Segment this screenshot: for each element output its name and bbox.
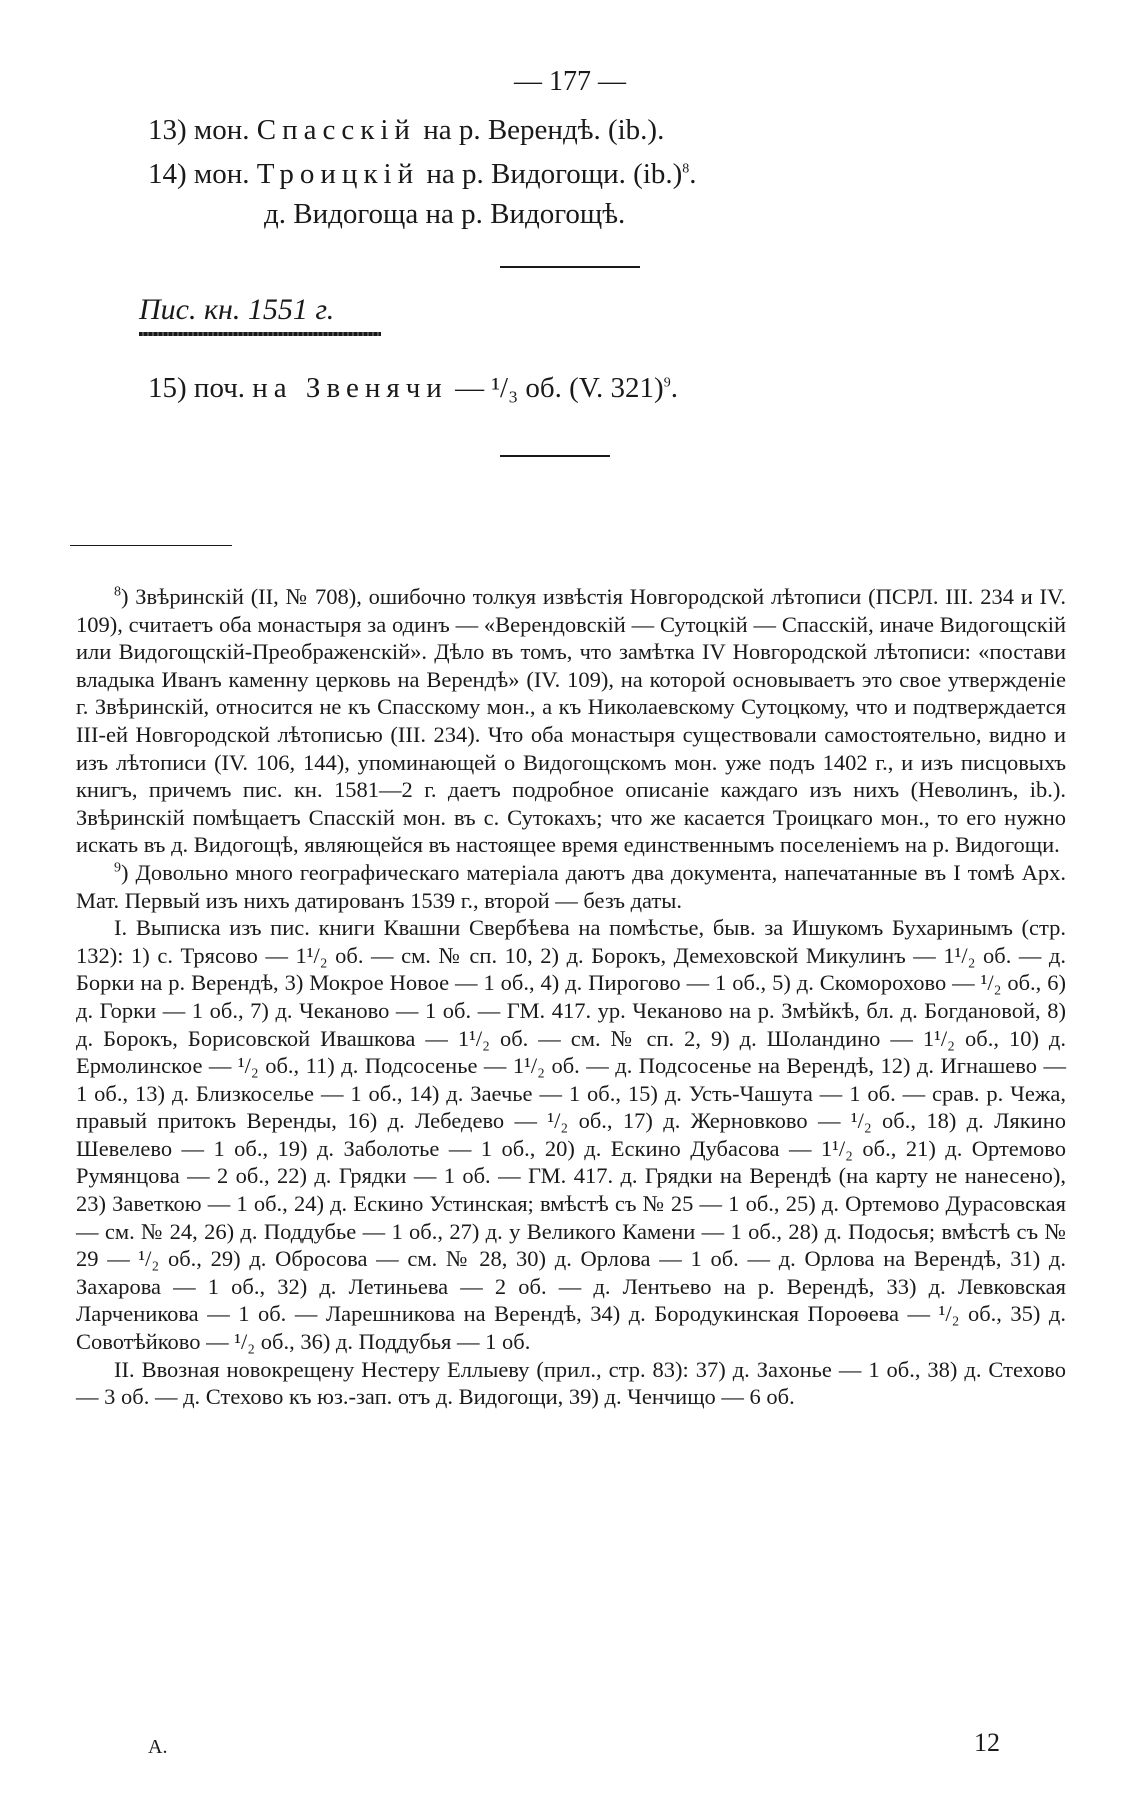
entry-name: на Звенячи [252, 372, 448, 404]
section-title: Пис. кн. 1551 г. [139, 293, 335, 326]
footnote-text: ) Звѣринскій (II, № 708), ошибочно толкуя извѣстія Новгородской лѣтописи (ПСРЛ. III. 234 и IV. 109), считаетъ оба монастыря за одинъ — «Верендовскій — Сутоцкій — Спасскій, иначе Видогощскій или Видогощскій-Преображенскій». Дѣло въ томъ, что замѣтка IV Новгородской лѣтописи: «постави владыка Иванъ каменну церковь на Верендѣ» (IV. 109), на которой основываетъ это свое утвержденіе г. Звѣринскій, относится не къ Спасскому мон., а къ Николаевскому Сутоцкому, что и подтверждается III-ей Новгородской лѣтописью (III. 234). Что оба монастыря существовали самостоятельно, видно и изъ лѣтописи (IV. 106, 144), упоминающей о Видогощскомъ мон. уже подъ 1402 г., и изъ писцовыхъ книгъ, причемъ пис. кн. 1581—2 г. даетъ подробное описаніе каждаго изъ нихъ (Неволинъ, ib.). Звѣринскій помѣщаетъ Спасскій мон. въ с. Сутокахъ; что же касается Троицкаго мон., то его нужно искать въ д. Видогощѣ, являющейся въ настоящее время единственнымъ поселеніемъ на р. Видогощи. [76, 584, 1066, 858]
footnote-8 [76, 583, 1066, 859]
divider [500, 455, 610, 457]
signature-mark: A. [148, 1736, 168, 1758]
footnote-mark: 8 [114, 584, 121, 600]
entry-15 [148, 372, 678, 405]
footnote-ref: 9 [663, 375, 671, 391]
footnote-9 [76, 859, 1066, 914]
entry-number: 13) [148, 114, 187, 146]
entry-end: . [670, 372, 678, 404]
footnotes [76, 583, 1066, 1411]
sheet-number: 12 [974, 1728, 1000, 1757]
entry-number: 14) [148, 158, 187, 190]
entry-end: . [689, 158, 697, 190]
entry-rest: — ¹/₃ об. (V. 321) [447, 372, 664, 404]
entry-13 [148, 114, 664, 147]
entry-rest: на р. Видогощи. (ib.) [419, 158, 683, 190]
divider [500, 266, 640, 268]
entry-text: мон. [193, 114, 257, 146]
entry-name: Троицкій [256, 158, 420, 190]
footnote-separator [70, 545, 232, 546]
page-number: — 177 — [514, 66, 626, 97]
footnote-paragraph: I. Выписка изъ пис. книги Квашни Свербѣева на помѣстье, быв. за Ишукомъ Бухаринымъ (стр. 132): 1) с. Трясово — 1¹/₂ об. — см. № сп. 10, 2) д. Борокъ, Демеховской Микулинъ — 1¹/₂ об. — д. Борки на р. Верендѣ, 3) Мокрое Новое — 1 об., 4) д. Пирогово — 1 об., 5) д. Скоморохово — ¹/₂ об., 6) д. Горки — 1 об., 7) д. Чеканово — 1 об. — ГМ. 417. ур. Чеканово на р. Змѣйкѣ, бл. д. Богдановой, 8) д. Борокъ, Борисовской Ивашкова — 1¹/₂ об. — см. № сп. 2, 9) д. Шоландино — 1¹/₂ об., 10) д. Ермолинское — ¹/₂ об., 11) д. Подсосенье — 1¹/₂ об. — д. Подсосенье на Верендѣ, 12) д. Игнашево — 1 об., 13) д. Близкоселье — 1 об., 14) д. Заечье — 1 об., 15) д. Усть-Чашута — 1 об. — срав. р. Чежа, правый притокъ Веренды, 16) д. Лебедево — ¹/₂ об., 17) д. Жерновково — ¹/₂ об., 18) д. Лякино Шевелево — 1 об., 19) д. Заболотье — 1 об., 20) д. Ескино Дубасова — 1¹/₂ об., 21) д. Ортемово Румянцова — 2 об., 22) д. Грядки — 1 об. — ГМ. 417. д. Грядки на Верендѣ (на карту не нанесено), 23) Заветкою — 1 об., 24) д. Ескино Устинская; вмѣстѣ съ № 25 — 1 об., 25) д. Ортемово Дурасовская — см. № 24, 26) д. Поддубье — 1 об., 27) д. у Великого Камени — 1 об., 28) д. Подосья; вмѣстѣ съ № 29 — ¹/₂ об., 29) д. Обросова — см. № 28, 30) д. Орлова — 1 об. — д. Орлова на Верендѣ, 31) д. Захарова — 1 об., 32) д. Летиньева — 2 об. — д. Лентьево на р. Верендѣ, 33) д. Левковская Ларченикова — 1 об. — Ларешникова на Верендѣ, 34) д. Бородукинская Пороѳева — ¹/₂ об., 35) д. Совотѣйково — ¹/₂ об., 36) д. Поддубья — 1 об. [76, 915, 1066, 1355]
entry-name: Спасскій [256, 114, 416, 146]
footnote-mark: 9 [114, 860, 121, 876]
footnote-text: ) Довольно много географическаго матеріала даютъ два документа, напечатанные въ I томѣ Арх. Мат. Первый изъ нихъ датированъ 1539 г., второй — безъ даты. [76, 859, 1066, 913]
entry-text: поч. [193, 372, 253, 404]
entry-14-sub: д. Видогоща на р. Видогощѣ. [264, 198, 626, 230]
entry-rest: на р. Верендѣ. (ib.). [415, 114, 665, 146]
footnote-paragraph: II. Ввозная новокрещену Нестеру Еллыеву (прил., стр. 83): 37) д. Захонье — 1 об., 38) д. Стехово — 3 об. — д. Стехово къ юз.-зап. отъ д. Видогощи, 39) д. Ченчищо — 6 об. [76, 1356, 1066, 1410]
entry-14 [148, 158, 697, 191]
footnote-ref: 8 [682, 161, 690, 177]
section-underline [139, 332, 381, 336]
entry-number: 15) [148, 372, 187, 404]
entry-text: мон. [193, 158, 257, 190]
